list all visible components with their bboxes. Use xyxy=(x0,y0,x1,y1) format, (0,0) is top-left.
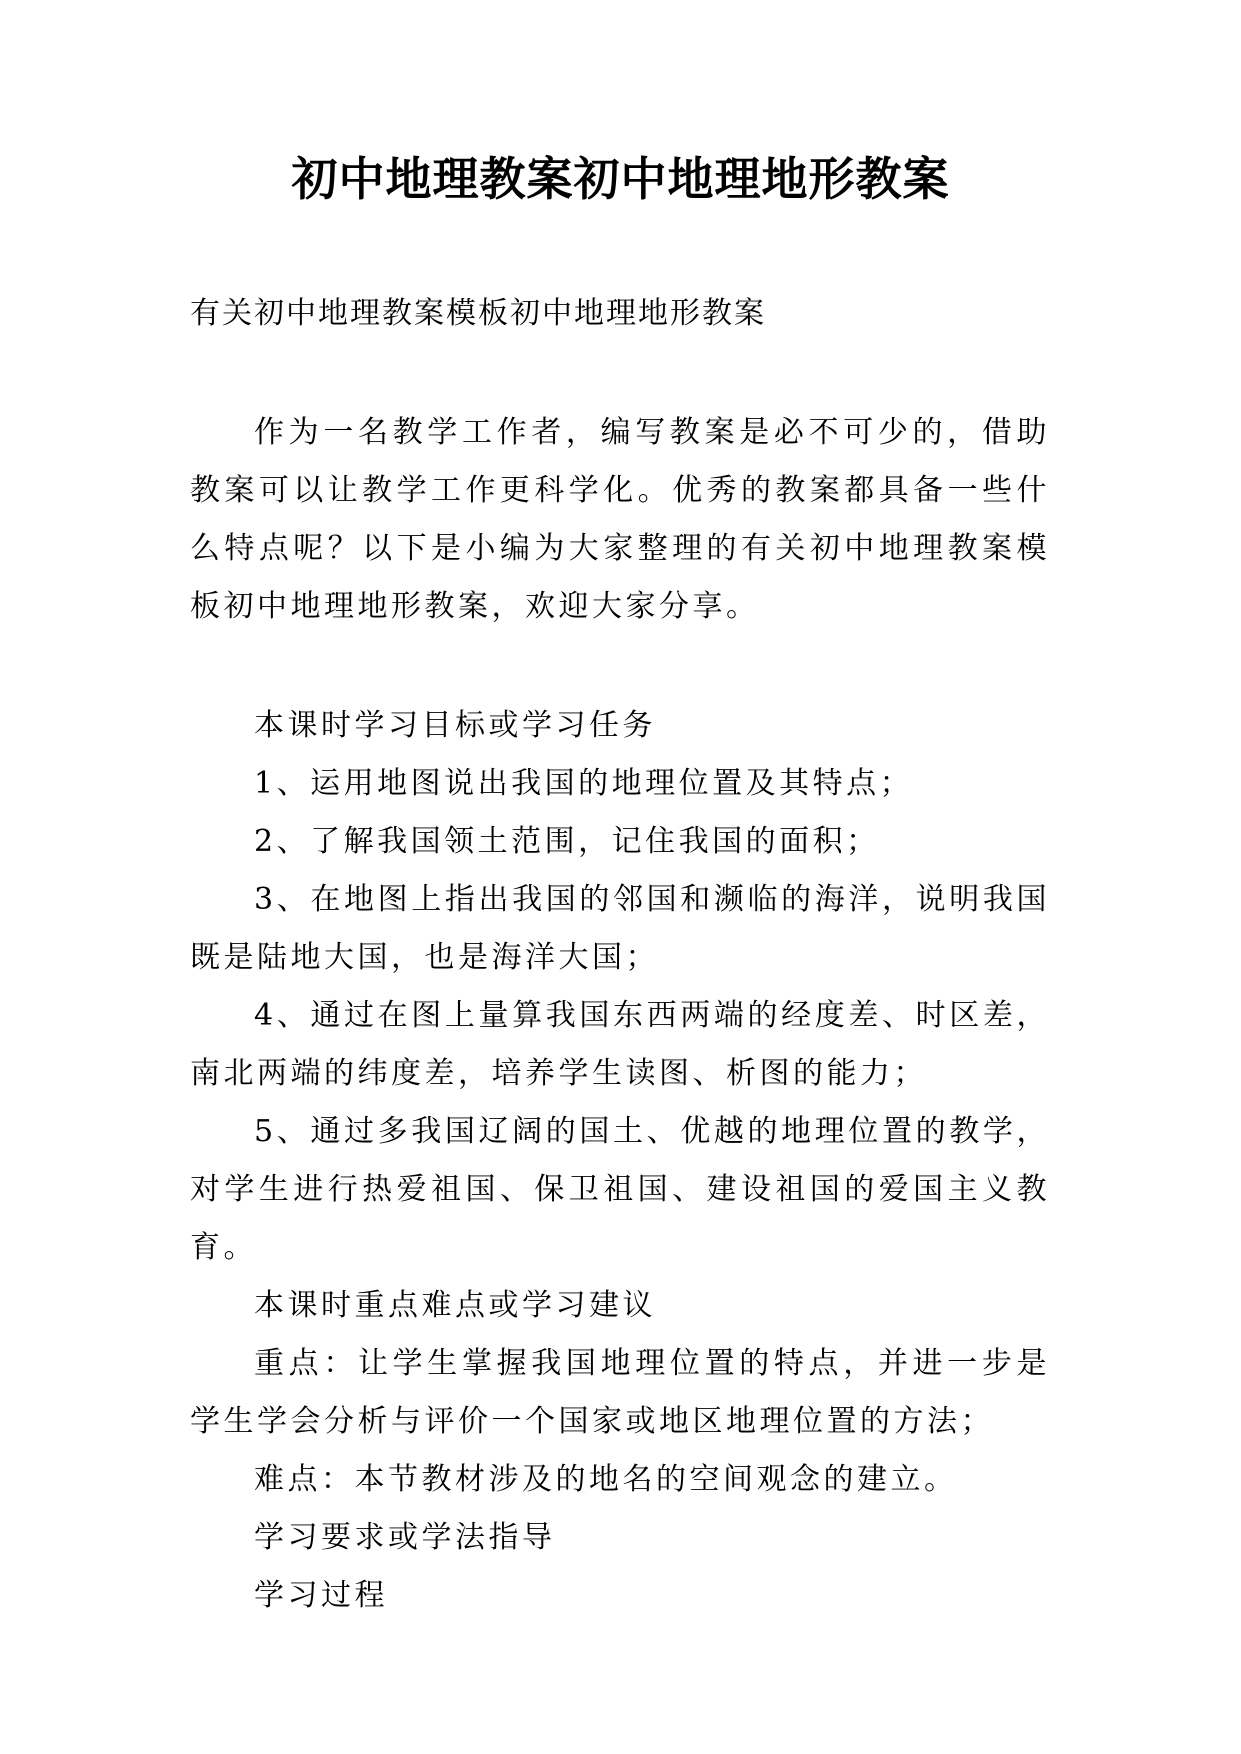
objective-item-4: 4、通过在图上量算我国东西两端的经度差、时区差，南北两端的纬度差，培养学生读图、析图的能力； xyxy=(190,998,1050,1091)
document-title: 初中地理教案初中地理地形教案 xyxy=(291,152,950,206)
objective-item-5: 5、通过多我国辽阔的国土、优越的地理位置的教学，对学生进行热爱祖国、保卫祖国、建设祖国的爱国主义教育。 xyxy=(190,1114,1050,1265)
lesson-content xyxy=(190,697,1050,1625)
document-subtitle: 有关初中地理教案模板初中地理地形教案 xyxy=(190,296,766,331)
section-heading-objectives: 本课时学习目标或学习任务 xyxy=(254,708,656,743)
intro-section xyxy=(190,404,1050,636)
objective-item-3: 3、在地图上指出我国的邻国和濒临的海洋，说明我国既是陆地大国，也是海洋大国； xyxy=(190,882,1050,975)
difficulty-paragraph: 难点：本节教材涉及的地名的空间观念的建立。 xyxy=(254,1462,958,1497)
section-heading-key-points: 本课时重点难点或学习建议 xyxy=(254,1288,656,1323)
objective-item-1: 1、运用地图说出我国的地理位置及其特点； xyxy=(254,766,914,801)
key-point-paragraph: 重点：让学生掌握我国地理位置的特点，并进一步是学生学会分析与评价一个国家或地区地理位置的方法； xyxy=(190,1346,1050,1439)
objective-item-2: 2、了解我国领土范围，记住我国的面积； xyxy=(254,824,880,859)
intro-paragraph: 作为一名教学工作者，编写教案是必不可少的，借助教案可以让教学工作更科学化。优秀的教案都具备一些什么特点呢？以下是小编为大家整理的有关初中地理教案模板初中地理地形教案，欢迎大家分享。 xyxy=(190,415,1050,624)
section-heading-process: 学习过程 xyxy=(254,1578,388,1613)
section-heading-study-guide: 学习要求或学法指导 xyxy=(254,1520,556,1555)
